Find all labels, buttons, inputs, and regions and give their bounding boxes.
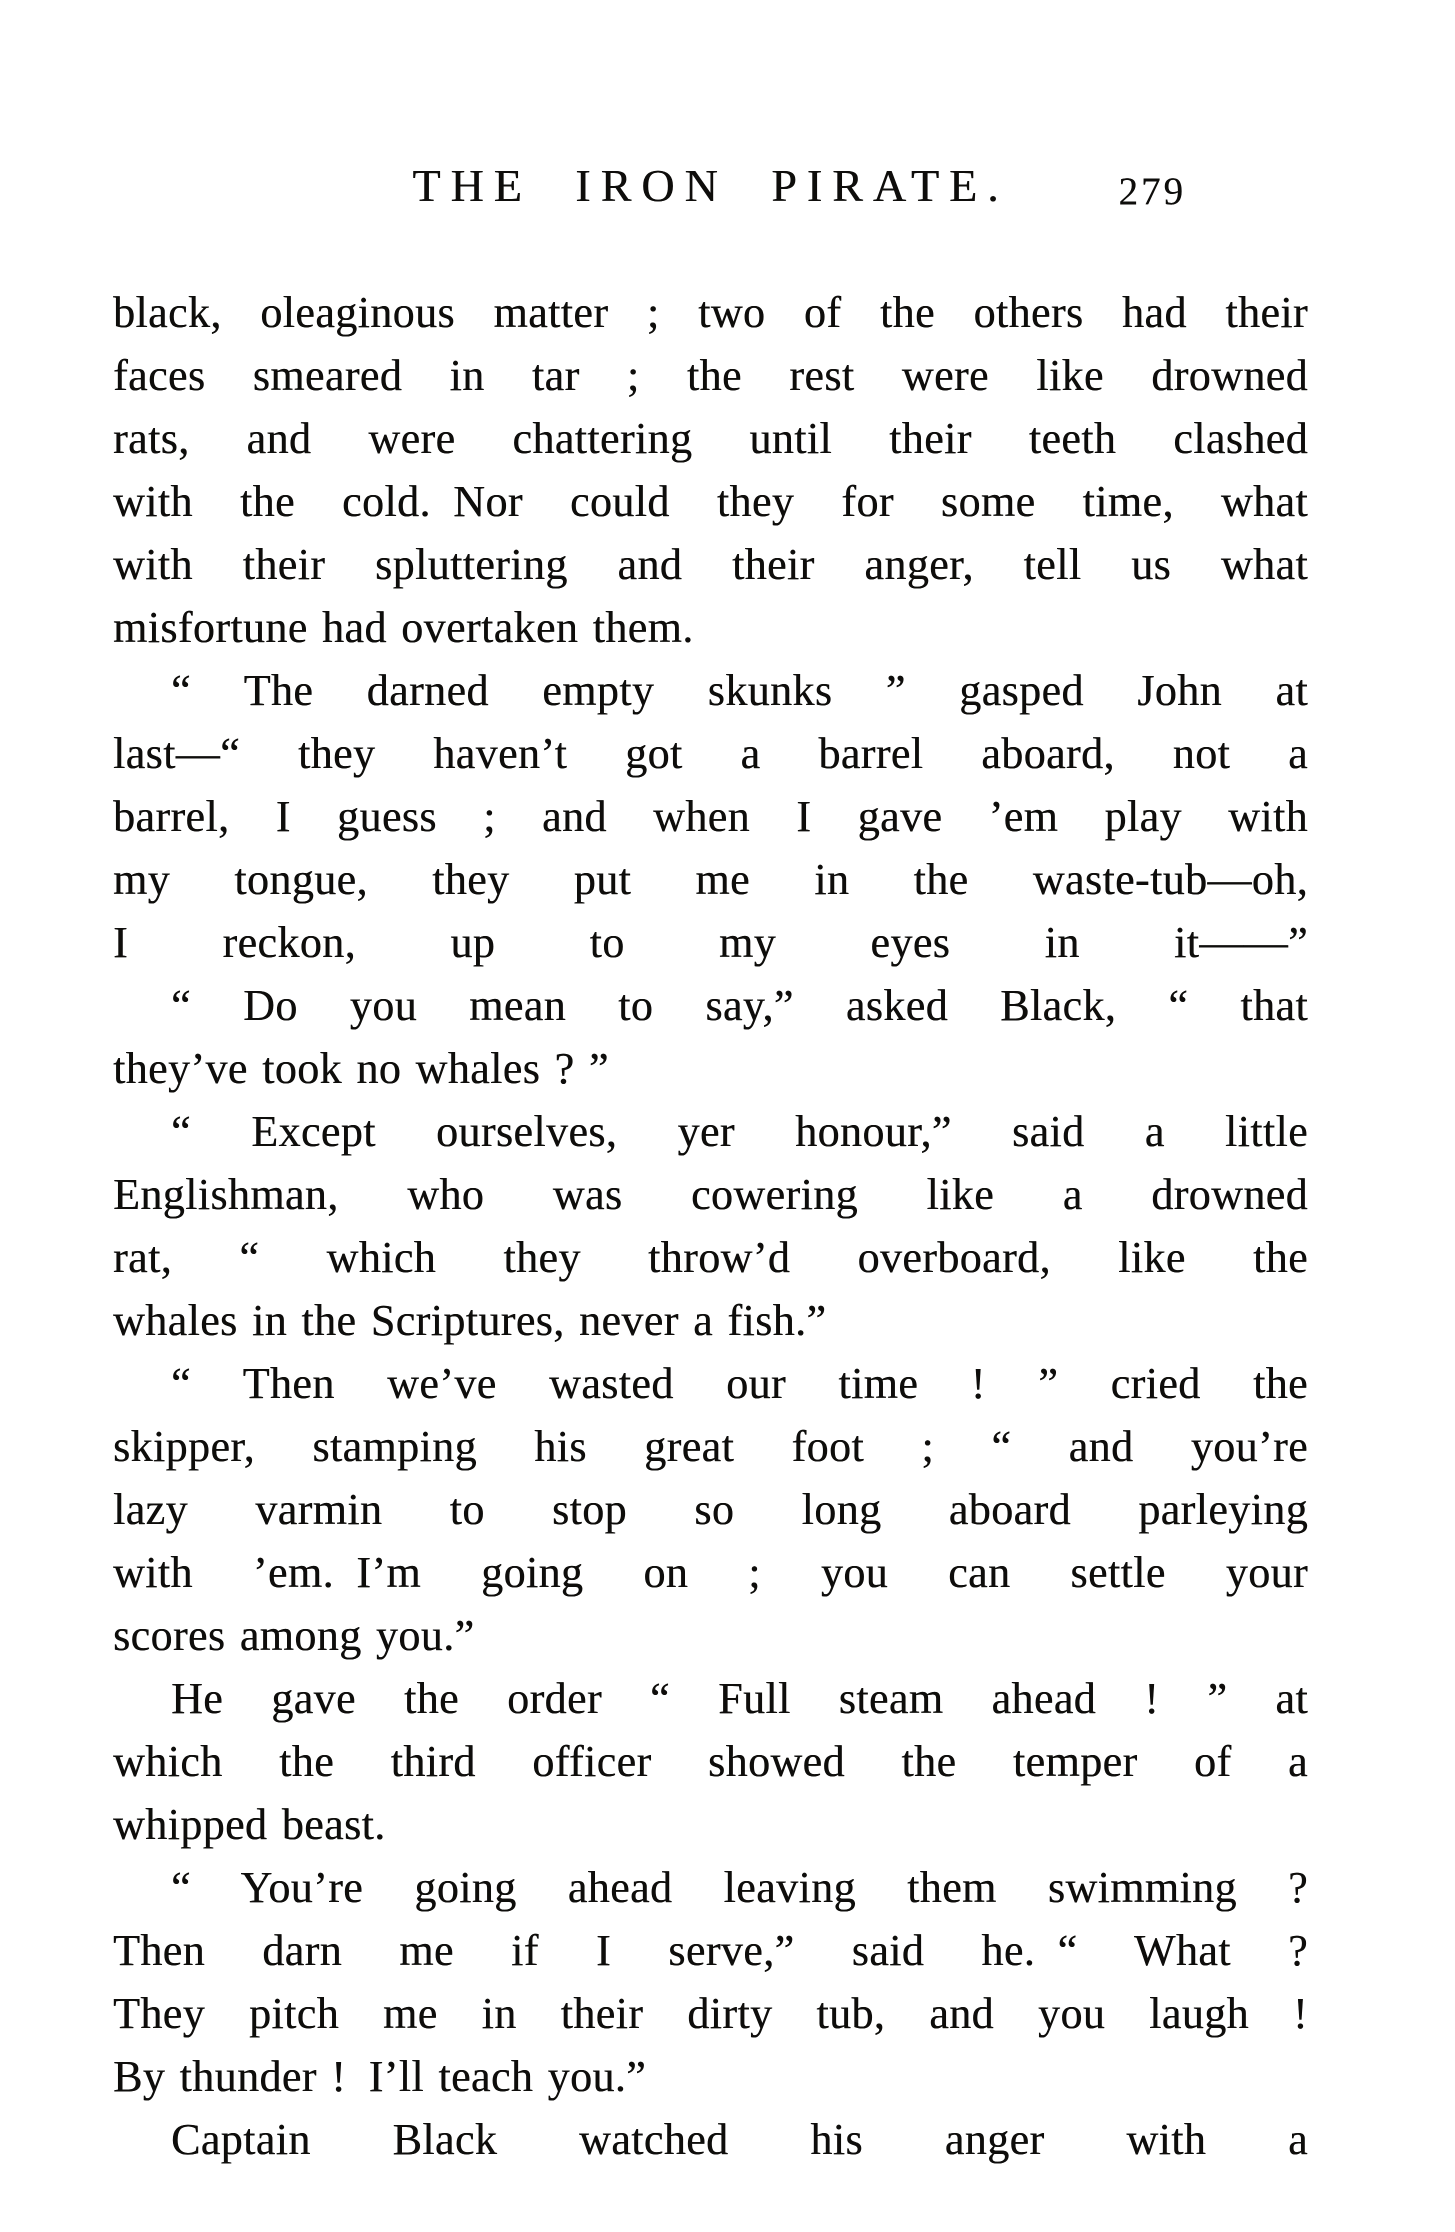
text-line: Then darn me if I serve,” said he. “ What ?: [113, 1926, 1308, 1975]
text-line: “ Do you mean to say,” asked Black, “ that: [171, 981, 1308, 1030]
text-line: “ The darned empty skunks ” gasped John at: [171, 666, 1308, 715]
text-line: whales in the Scriptures, never a fish.”: [113, 1296, 827, 1345]
text-line: They pitch me in their dirty tub, and you laugh !: [113, 1989, 1308, 2038]
text-line: my tongue, they put me in the waste-tub—oh,: [113, 855, 1308, 904]
text-line: “ You’re going ahead leaving them swimming ?: [171, 1863, 1308, 1912]
text-line: rat, “ which they throw’d overboard, like the: [113, 1233, 1308, 1282]
text-line: last—“ they haven’t got a barrel aboard, not a: [113, 729, 1308, 778]
text-line: Englishman, who was cowering like a drowned: [113, 1170, 1308, 1219]
text-line: with their spluttering and their anger, tell us what: [113, 540, 1308, 589]
text-line: “ Except ourselves, yer honour,” said a little: [171, 1107, 1308, 1156]
text-line: with the cold. Nor could they for some time, what: [113, 477, 1308, 526]
text-line: whipped beast.: [113, 1800, 386, 1849]
page-number: 279: [1118, 170, 1186, 213]
text-line: barrel, I guess ; and when I gave ’em play with: [113, 792, 1308, 841]
text-line: which the third officer showed the temper of a: [113, 1737, 1308, 1786]
text-line: rats, and were chattering until their teeth clashed: [113, 414, 1308, 463]
text-line: black, oleaginous matter ; two of the others had their: [113, 288, 1308, 337]
text-line: scores among you.”: [113, 1611, 475, 1660]
text-line: “ Then we’ve wasted our time ! ” cried the: [171, 1359, 1308, 1408]
text-line: He gave the order “ Full steam ahead ! ” at: [171, 1674, 1308, 1723]
text-line: By thunder ! I’ll teach you.”: [113, 2052, 647, 2101]
text-line: with ’em. I’m going on ; you can settle your: [113, 1548, 1308, 1597]
page-body: [113, 281, 1308, 2171]
text-line: skipper, stamping his great foot ; “ and you’re: [113, 1422, 1308, 1471]
text-line: they’ve took no whales ? ”: [113, 1044, 609, 1093]
text-line: Captain Black watched his anger with a: [171, 2115, 1308, 2164]
text-line: misfortune had overtaken them.: [113, 603, 694, 652]
text-line: lazy varmin to stop so long aboard parleying: [113, 1485, 1308, 1534]
text-line: I reckon, up to my eyes in it——”: [113, 918, 1308, 967]
text-line: faces smeared in tar ; the rest were like drowned: [113, 351, 1308, 400]
page-title: THE IRON PIRATE.: [412, 160, 1009, 211]
running-header: [113, 160, 1308, 220]
